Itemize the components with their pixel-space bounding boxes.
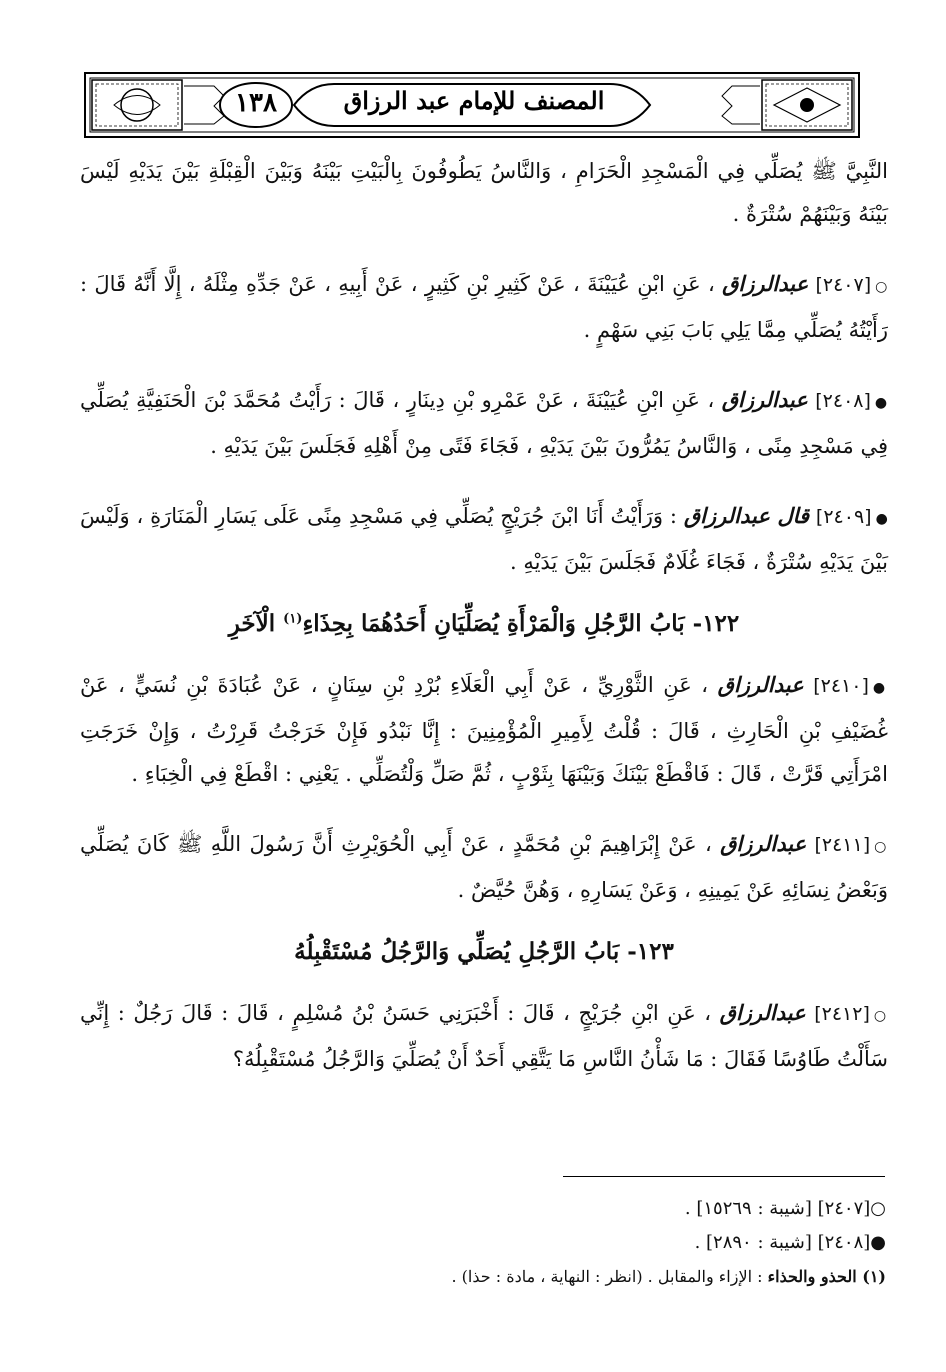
footnote-2407: ○[٢٤٠٧] [شيبة : ١٥٢٦٩] . <box>684 1198 886 1219</box>
footnote-label: (١) الحذو والحذاء <box>767 1267 886 1286</box>
hadith-number: [٢٤٠٩] <box>815 506 872 528</box>
heading-text: ١٢٢- بَابُ الرَّجُلِ وَالْمَرْأَةِ يُصَلِّيَانِ أَحَدُهُمَا بِحِذَاءِ <box>302 610 740 637</box>
hollow-circle-icon: ○ <box>873 1008 888 1024</box>
footnote-2408: ●[٢٤٠٨] [شيبة : ٢٨٩٠] . <box>694 1232 886 1253</box>
hollow-circle-icon: ○ <box>875 279 888 295</box>
page-number: ١٣٨ <box>235 88 277 118</box>
footnote-ref: (١) <box>283 611 303 627</box>
hadith-text: ، عَنِ الثَّوْرِيِّ ، عَنْ أَبِي الْعَلَاءِ بُرْدِ بْنِ سِنَانٍ ، عَنْ عُبَادَةَ بْنِ نُسَيٍّ ، عَنْ غُضَيْفِ بْنِ الْحَارِثِ ، قَالَ : قُلْتُ لِأَمِيرِ الْمُؤْمِنِينَ : إِنَّا نَبْدُو فَإِنْ خَرَجْتُ قَرِرْتُ ، وَإِنْ خَرَجَتِ امْرَأَتِي قَرَّتْ ، قَالَ : فَاقْطَعْ بَيْنَكَ وَبَيْنَهَا بِثَوْبٍ ، ثُمَّ صَلِّ وَلْتُصَلِّي . يَعْنِي : اقْطَعْ فِي الْخِبَاءِ . <box>80 673 888 786</box>
narrator: عبدالرزاق <box>719 1000 806 1025</box>
hadith-number: [٢٤٠٧] <box>815 274 872 296</box>
filled-circle-icon: ● <box>875 511 888 527</box>
footnotes <box>80 1192 886 1294</box>
hadith-2411 <box>80 822 888 912</box>
chapter-heading-123: ١٢٣- بَابُ الرَّجُلِ يُصَلِّي وَالرَّجُلُ مُسْتَقْبِلُهُ <box>294 938 674 965</box>
hadith-number: [٢٤١٢] <box>814 1003 870 1025</box>
hadith-text: : وَرَأَيْتُ أَنَا ابْنَ جُرَيْجٍ يُصَلِّي فِي مَسْجِدِ مِنًى عَلَى يَسَارِ الْمَنَارَةِ ، وَلَيْسَ بَيْنَ يَدَيْهِ سُتْرَةٌ ، فَجَاءَ غُلَامٌ فَجَلَسَ بَيْنَ يَدَيْهِ . <box>80 504 888 574</box>
hadith-text: ، عَنِ ابْنِ عُيَيْنَةَ ، عَنْ كَثِيرِ بْنِ كَثِيرٍ ، عَنْ أَبِيهِ ، عَنْ جَدِّهِ مِثْلَهُ ، إِلَّا أَنَّهُ قَالَ : رَأَيْتُهُ يُصَلِّي مِمَّا يَلِي بَابَ بَنِي سَهْمٍ . <box>80 272 888 342</box>
hadith-2410 <box>80 663 888 796</box>
hadith-2409 <box>80 494 888 584</box>
hadith-number: [٢٤٠٨] <box>815 390 871 412</box>
book-title: المصنف للإمام عبد الرزاق <box>343 86 605 115</box>
footnote-separator <box>563 1176 885 1177</box>
narrator: عبدالرزاق <box>722 271 809 296</box>
filled-circle-icon: ● <box>872 680 888 696</box>
left-ornament-icon <box>92 80 182 130</box>
hadith-2412 <box>80 991 888 1081</box>
hadith-number: [٢٤١٠] <box>813 675 869 697</box>
footnote-text: : الإزاء والمقابل . (انظر : النهاية ، مادة : حذا) . <box>451 1267 763 1286</box>
narrator: عبدالرزاق <box>720 831 807 856</box>
hollow-circle-icon: ○ <box>874 839 888 855</box>
hadith-number: [٢٤١١] <box>814 834 871 856</box>
hadith-text: ، عَنِ ابْنِ عُيَيْنَةَ ، عَنْ عَمْرِو بْنِ دِينَارٍ ، قَالَ : رَأَيْتُ مُحَمَّدَ بْنَ الْحَنَفِيَّةِ يُصَلِّي فِي مَسْجِدِ مِنًى ، وَالنَّاسُ يَمُرُّونَ بَيْنَ يَدَيْهِ ، فَجَاءَ فَتًى مِنْ أَهْلِهِ فَجَلَسَ بَيْنَ يَدَيْهِ . <box>80 388 888 458</box>
hadith-2407 <box>80 262 888 352</box>
page-header <box>84 72 860 138</box>
hadith-text: ، عَنْ إِبْرَاهِيمَ بْنِ مُحَمَّدٍ ، عَنْ أَبِي الْحُوَيْرِثِ أَنَّ رَسُولَ اللَّهِ ﷺ كَانَ يُصَلِّي وَبَعْضُ نِسَائِهِ عَنْ يَمِينِهِ ، وَعَنْ يَسَارِهِ ، وَهُنَّ حُيَّضٌ . <box>80 832 888 902</box>
heading-tail: الْآخَرِ <box>228 610 276 637</box>
right-ornament-icon <box>762 80 852 130</box>
narrator: عبدالرزاق <box>721 387 808 412</box>
narrator: قال عبدالرزاق <box>683 503 810 528</box>
hadith-2408 <box>80 378 888 468</box>
page-body <box>80 150 888 1107</box>
continued-paragraph: النَّبِيَّ ﷺ يُصَلِّي فِي الْمَسْجِدِ الْحَرَامِ ، وَالنَّاسُ يَطُوفُونَ بِالْبَيْتِ بَيْنَهُ وَبَيْنَ الْقِبْلَةِ بَيْنَ يَدَيْهِ لَيْسَ بَيْنَهُ وَبَيْنَهُمْ سُتْرَةٌ . <box>80 159 888 226</box>
filled-circle-icon: ● <box>874 395 888 411</box>
narrator: عبدالرزاق <box>717 672 804 697</box>
chapter-heading-122 <box>80 610 888 637</box>
footnote-1 <box>80 1260 886 1294</box>
hadith-text: ، عَنِ ابْنِ جُرَيْجٍ ، قَالَ : أَخْبَرَنِي حَسَنُ بْنُ مُسْلِمٍ ، قَالَ : قَالَ رَجُلٌ : إِنِّي سَأَلْتُ طَاوُسًا فَقَالَ : مَا شَأْنُ النَّاسِ مَا يَتَّقِي أَحَدٌ أَنْ يُصَلِّيَ وَالرَّجُلُ مُسْتَقْبِلُهُ؟ <box>80 1001 888 1071</box>
